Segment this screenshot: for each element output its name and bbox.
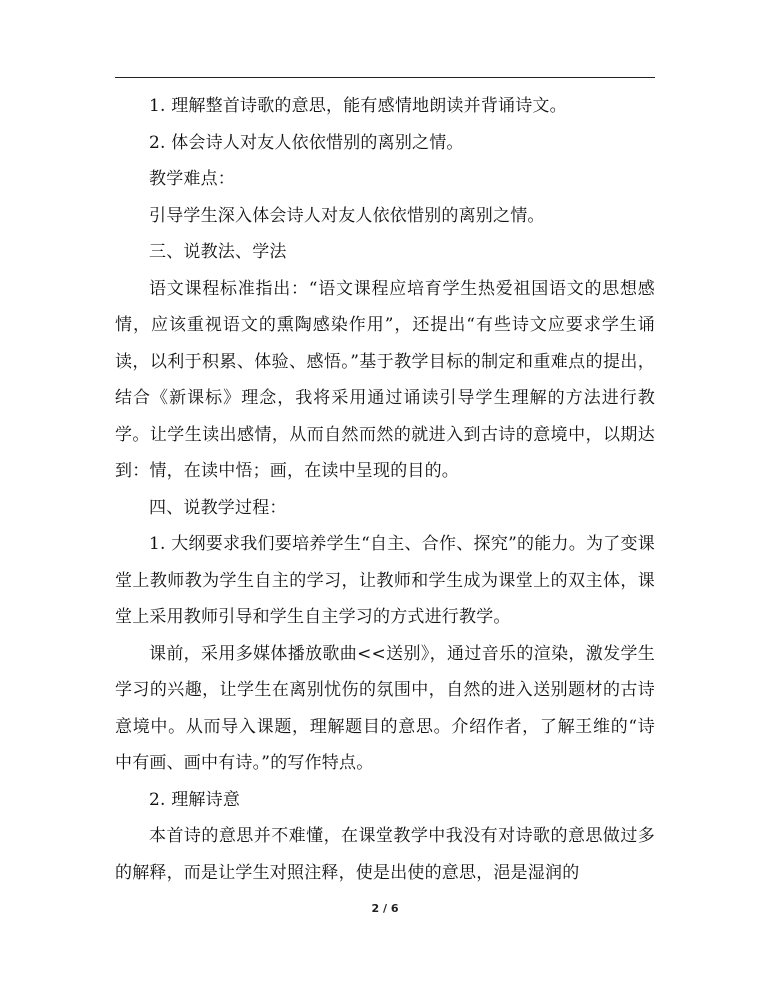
paragraph-objective-1: 1. 理解整首诗歌的意思，能有感情地朗读并背诵诗文。	[149, 96, 567, 116]
paragraph-objective-2: 2. 体会诗人对友人依依惜别的离别之情。	[149, 132, 464, 153]
paragraph-before-class: 课前，采用多媒体播放歌曲<<送别》，通过音乐的渲染，激发学生学习的兴趣，让学生在离别忧伤的氛围中，自然的进入送别题材的古诗意境中。从而导入课题，理解题目的意思。介绍作者，了解王维的“诗中有画、画中有诗。”的写作特点。	[115, 643, 655, 773]
heading-section-four: 四、说教学过程：	[149, 497, 287, 518]
paragraph-difficulty: 引导学生深入体会诗人对友人依依惜别的离别之情。	[149, 205, 545, 226]
paragraph-poem-meaning: 本首诗的意思并不难懂，在课堂教学中我没有对诗歌的意思做过多的解释，而是让学生对照注释，使是出使的意思，浥是湿润的	[115, 826, 655, 883]
header-rule	[115, 77, 655, 78]
heading-understand-poem: 2. 理解诗意	[149, 789, 241, 810]
page-number: 2 / 6	[371, 902, 399, 915]
heading-section-three: 三、说教法、学法	[149, 242, 287, 262]
paragraph-process-1: 1. 大纲要求我们要培养学生“自主、合作、探究”的能力。为了变课堂上教师教为学生自主的学习，让教师和学生成为课堂上的双主体，课堂上采用教师引导和学生自主学习的方式进行教学。	[115, 534, 655, 627]
body-text	[115, 88, 655, 891]
paragraph-curriculum-standard: 语文课程标准指出：“语文课程应培育学生热爱祖国语文的思想感情，应该重视语文的熏陶感染作用”，还提出“有些诗文应要求学生诵读，以利于积累、体验、感悟。”基于教学目标的制定和重难点的提出，结合《新课标》理念，我将采用通过诵读引导学生理解的方法进行教学。让学生读出感情，从而自然而然的就进入到古诗的意境中，以期达到：情，在读中悟；画，在读中呈现的目的。	[115, 278, 655, 481]
heading-teaching-difficulty: 教学难点：	[149, 169, 235, 189]
